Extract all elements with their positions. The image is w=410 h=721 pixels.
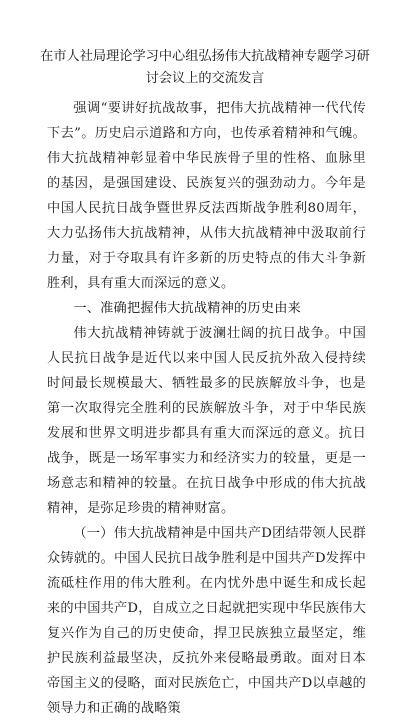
document-body	[47, 96, 366, 721]
document-title: 在市人社局理论学习中心组弘扬伟大抗战精神专题学习研讨会议上的交流发言	[40, 49, 370, 86]
subsection-one-heading: （一）	[73, 526, 114, 541]
section-one-paragraph: 伟大抗战精神铸就于波澜壮阔的抗日战争。中国人民抗日战争是近代以来中国人民反抗外敌入侵持续时间最长规模最大、牺牲最多的民族解放斗争，也是第一次取得完全胜利的民族解放斗争，对于中华民族发展和世界文明进步都具有重大而深远的意义。抗日战争，既是一场军事实力和经济实力的较量，更是一场意志和精神的较量。在抗日战争中形成的伟大抗战精神，是弥足珍贵的精神财富。	[47, 326, 366, 516]
subsection-one-paragraph: 伟大抗战精神是中国共产D团结带领人民群众铸就的。中国人民抗日战争胜利是中国共产D发挥中流砥柱作用的伟大胜利。在内忧外患中诞生和成长起来的中国共产D，自成立之日起就把实现中华民族伟大复兴作为自己的历史使命，捍卫民族独立最坚定，维护民族利益最坚决，反抗外来侵略最勇敢。面对日本帝国主义的侵略，面对民族危亡，中国共产D以卓越的领导力和正确的战略策	[47, 526, 366, 716]
subsection-one-paragraph-container	[47, 521, 366, 721]
intro-paragraph: 强调“要讲好抗战故事，把伟大抗战精神一代代传下去”。历史启示道路和方向，也传承着精神和气魄。伟大抗战精神彰显着中华民族骨子里的性格、血脉里的基因，是强国建设、民族复兴的强劲动力。今年是中国人民抗日战争暨世界反法西斯战争胜利80周年，大力弘扬伟大抗战精神，从伟大抗战精神中汲取前行力量，对于夺取具有许多新的历史特点的伟大斗争新胜利，具有重大而深远的意义。	[47, 101, 366, 291]
section-one-heading: 一、准确把握伟大抗战精神的历史由来	[73, 301, 301, 316]
